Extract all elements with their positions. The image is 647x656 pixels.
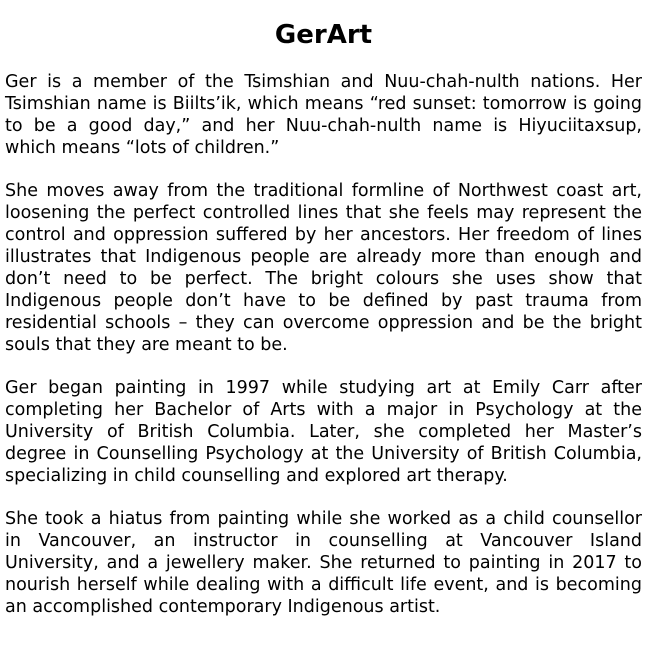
- paragraph-career-hiatus: She took a hiatus from painting while she worked as a child counsellor in Vancouver, an instructor in counselling at Vancouver Island University, and a jewellery maker. She returned to painting in 2017 to nourish herself while dealing with a difficult life event, and is becoming an accomplished contemporary Indigenous artist.: [5, 509, 642, 617]
- paragraph-intro-nations: Ger is a member of the Tsimshian and Nuu-chah-nulth nations. Her Tsimshian name is Biilts’ik, which means “red sunset: tomorrow is going to be a good day,” and her Nuu-chah-nulth name is Hiyuciitaxsup, which means “lots of children.”: [5, 72, 642, 158]
- paragraph-education: Ger began painting in 1997 while studying art at Emily Carr after completing her Bachelor of Arts with a major in Psychology at the University of British Columbia. Later, she completed her Master’s degree in Counselling Psychology at the University of British Columbia, specializing in child counselling and explored art therapy.: [5, 378, 642, 486]
- page-title: GerArt: [274, 20, 373, 50]
- paragraph-art-style: She moves away from the traditional formline of Northwest coast art, loosening the perfect controlled lines that she feels may represent the control and oppression suffered by her ancestors. Her freedom of lines illustrates that Indigenous people are already more than enough and don’t need to be perfect. The bright colours she uses show that Indigenous people don’t have to be defined by past trauma from residential schools – they can overcome oppression and be the bright souls that they are meant to be.: [5, 181, 642, 355]
